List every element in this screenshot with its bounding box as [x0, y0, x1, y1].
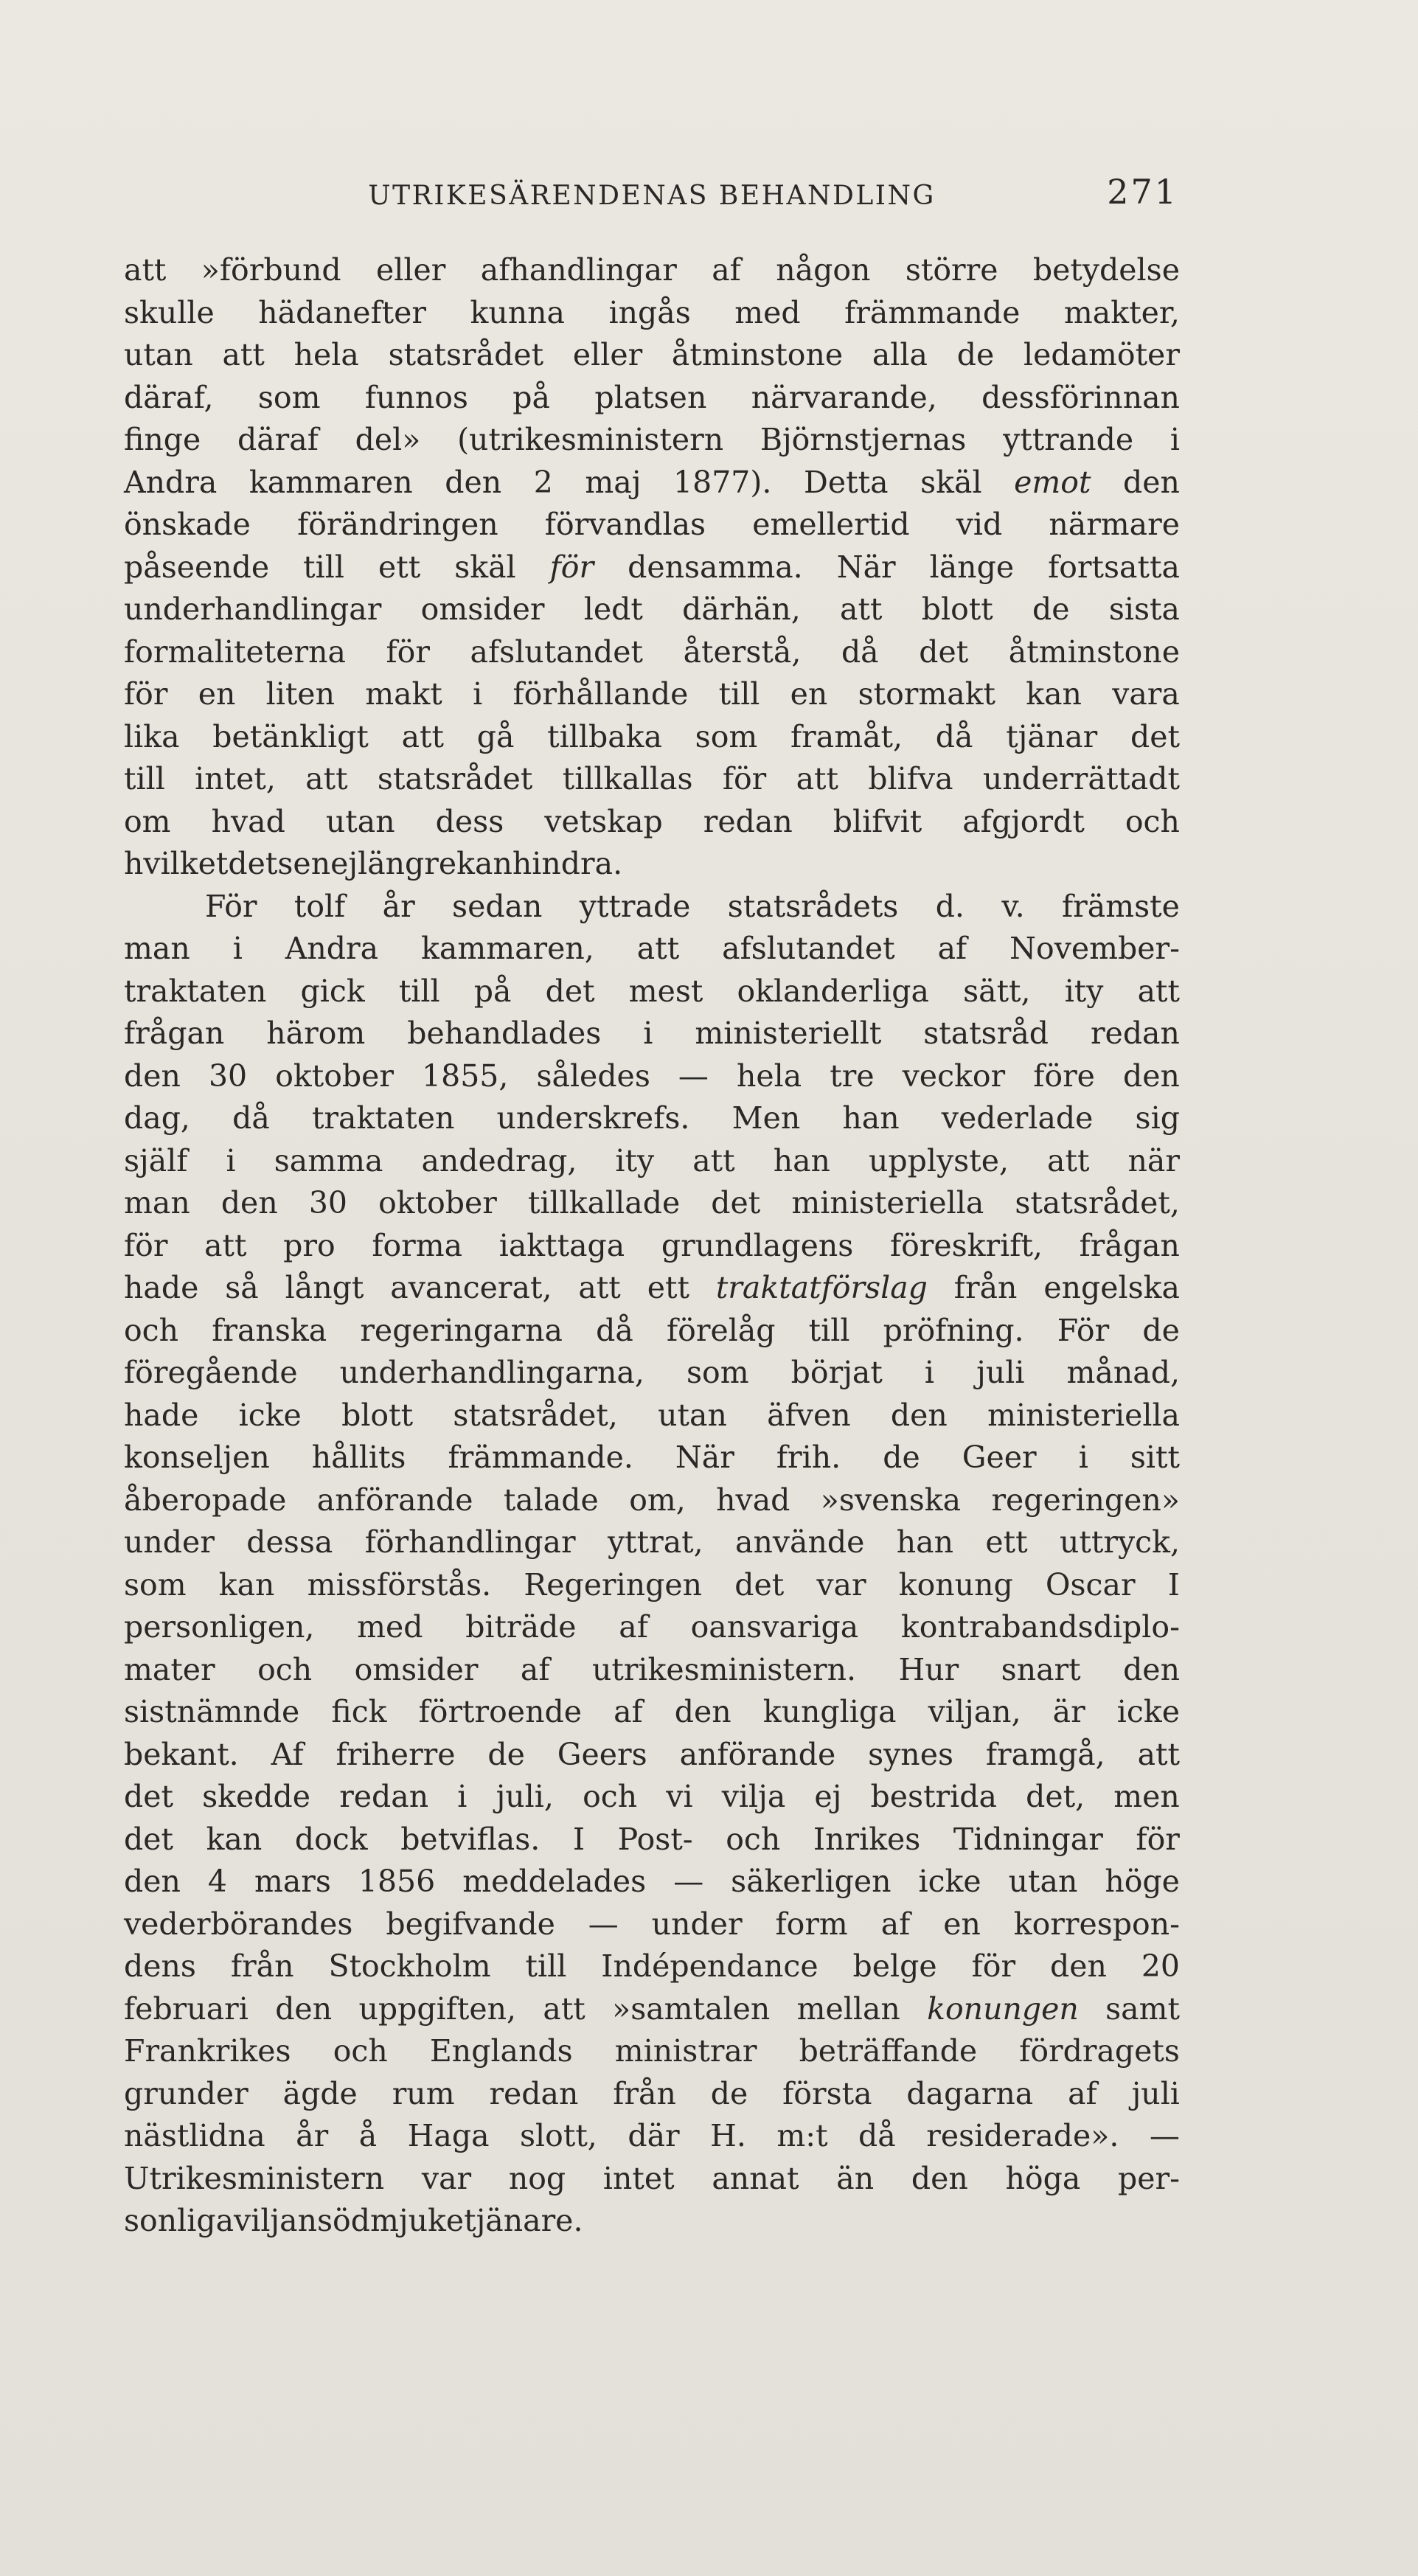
text-line: vederbörandes begifvande — under form af en korrespon- [124, 1906, 1180, 1942]
running-head [124, 174, 1180, 218]
text-line: nästlidna år å Haga slott, där H. m:t då residerade». — [124, 2118, 1180, 2153]
text-line: själf i samma andedrag, ity att han upplyste, att när [124, 1142, 1180, 1178]
text-line: finge däraf del» (utrikesministern Björnstjernas yttrande i [124, 422, 1180, 457]
text-line: sistnämnde fick förtroende af den kungliga viljan, är icke [124, 1694, 1180, 1729]
text-line: traktaten gick till på det mest oklanderliga sätt, ity att [124, 973, 1180, 1009]
text-line: för en liten makt i förhållande till en stormakt kan vara [124, 676, 1180, 712]
text-line: februari den uppgiften, att »samtalen mellan konungen samt [124, 1990, 1180, 2027]
page-number: 271 [1107, 172, 1178, 212]
text-line: under dessa förhandlingar yttrat, använde han ett uttryck, [124, 1524, 1180, 1560]
text-line: För tolf år sedan yttrade statsrådets d. v. främste [205, 888, 1180, 924]
text-line: hade icke blott statsrådet, utan äfven den ministeriella [124, 1397, 1180, 1433]
text-line: grunder ägde rum redan från de första dagarna af juli [124, 2075, 1180, 2111]
text-line: det skedde redan i juli, och vi vilja ej bestrida det, men [124, 1779, 1180, 1814]
body-text [124, 249, 1180, 2243]
text-line: önskade förändringen förvandlas emellertid vid närmare [124, 507, 1180, 542]
text-line: hvilket det sen ej längre kan hindra. [124, 846, 623, 881]
text-line: formaliteterna för afslutandet återstå, då det åtminstone [124, 633, 1180, 670]
text-line: däraf, som funnos på platsen närvarande, dessförinnan [124, 379, 1180, 415]
text-line: föregående underhandlingarna, som börjat i juli månad, [124, 1355, 1180, 1390]
text-line: att »förbund eller afhandlingar af någon större betydelse [124, 252, 1180, 288]
text-line: den 30 oktober 1855, således — hela tre veckor före den [124, 1058, 1180, 1094]
text-line: Andra kammaren den 2 maj 1877). Detta skäl emot den [124, 464, 1180, 500]
text-line: man i Andra kammaren, att afslutandet af November- [124, 931, 1180, 966]
text-line: påseende till ett skäl för densamma. När länge fortsatta [124, 549, 1180, 585]
text-line: dag, då traktaten underskrefs. Men han vederlade sig [124, 1100, 1180, 1136]
text-line: om hvad utan dess vetskap redan blifvit afgjordt och [124, 803, 1180, 839]
text-line: frågan härom behandlades i ministeriellt statsråd redan [124, 1016, 1180, 1051]
text-line: för att pro forma iakttaga grundlagens föreskrift, frågan [124, 1227, 1180, 1263]
text-line: och franska regeringarna då förelåg till pröfning. För de [124, 1312, 1180, 1348]
text-line: sonliga viljans ödmjuke tjänare. [124, 2203, 583, 2238]
text-line: hade så långt avancerat, att ett traktatförslag från engelska [124, 1270, 1180, 1305]
text-line: till intet, att statsrådet tillkallas för att blifva underrättadt [124, 761, 1180, 796]
text-line: som kan missförstås. Regeringen det var konung Oscar I [124, 1566, 1180, 1603]
text-line: mater och omsider af utrikesministern. Hur snart den [124, 1651, 1180, 1687]
text-line: skulle hädanefter kunna ingås med främmande makter, [124, 294, 1180, 330]
text-line: man den 30 oktober tillkallade det ministeriella statsrådet, [124, 1185, 1180, 1221]
text-line: Utrikesministern var nog intet annat än den höga per- [124, 2160, 1180, 2196]
text-line: utan att hela statsrådet eller åtminstone alla de ledamöter [124, 337, 1180, 372]
text-line: det kan dock betviflas. I Post- och Inrikes Tidningar för [124, 1821, 1180, 1857]
text-line: konseljen hållits främmande. När frih. de Geer i sitt [124, 1440, 1180, 1475]
text-line: lika betänkligt att gå tillbaka som framåt, då tjänar det [124, 718, 1180, 754]
text-line: personligen, med biträde af oansvariga kontrabandsdiplo- [124, 1609, 1180, 1645]
text-line: dens från Stockholm till Indépendance belge för den 20 [124, 1948, 1180, 1984]
text-line: bekant. Af friherre de Geers anförande synes framgå, att [124, 1736, 1180, 1772]
running-title: UTRIKESÄRENDENAS BEHANDLING [368, 181, 936, 211]
text-line: den 4 mars 1856 meddelades — säkerligen icke utan höge [124, 1864, 1180, 1899]
text-line: Frankrikes och Englands ministrar beträffande fördragets [124, 2033, 1180, 2069]
text-line: underhandlingar omsider ledt därhän, att blott de sista [124, 591, 1180, 627]
text-line: åberopade anförande talade om, hvad »svenska regeringen» [124, 1482, 1180, 1518]
